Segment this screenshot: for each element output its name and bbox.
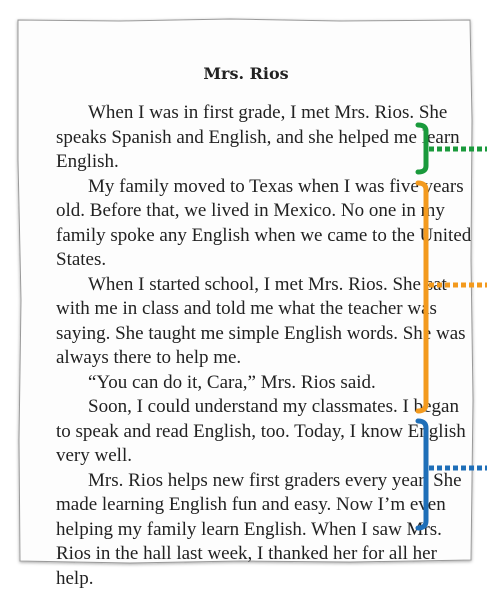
middle-bracket	[418, 183, 487, 411]
paragraph-1: When I was in first grade, I met Mrs. Rios. She speaks Spanish and English, and she helped me learn English.	[56, 101, 476, 175]
paragraph-6: Mrs. Rios helps new first graders every year. She made learning English fun and easy. Now I’m even helping my family learn English. When I saw Mrs. Rios in the hall last week, I thanked her for all her help.	[56, 469, 476, 591]
end-bracket	[418, 421, 487, 528]
beginning-bracket	[418, 125, 487, 172]
paragraph-4: “You can do it, Cara,” Mrs. Rios said.	[56, 371, 476, 396]
paragraph-5: Soon, I could understand my classmates. I began to speak and read English, too. Today, I know English very well.	[56, 395, 476, 469]
paragraph-3: When I started school, I met Mrs. Rios. She sat with me in class and told me what the teacher was saying. She taught me simple English words. She was always there to help me.	[56, 273, 476, 371]
story-title: Mrs. Rios	[56, 64, 436, 83]
paragraph-2: My family moved to Texas when I was five years old. Before that, we lived in Mexico. No one in my family spoke any English when we came to the United States.	[56, 175, 476, 273]
